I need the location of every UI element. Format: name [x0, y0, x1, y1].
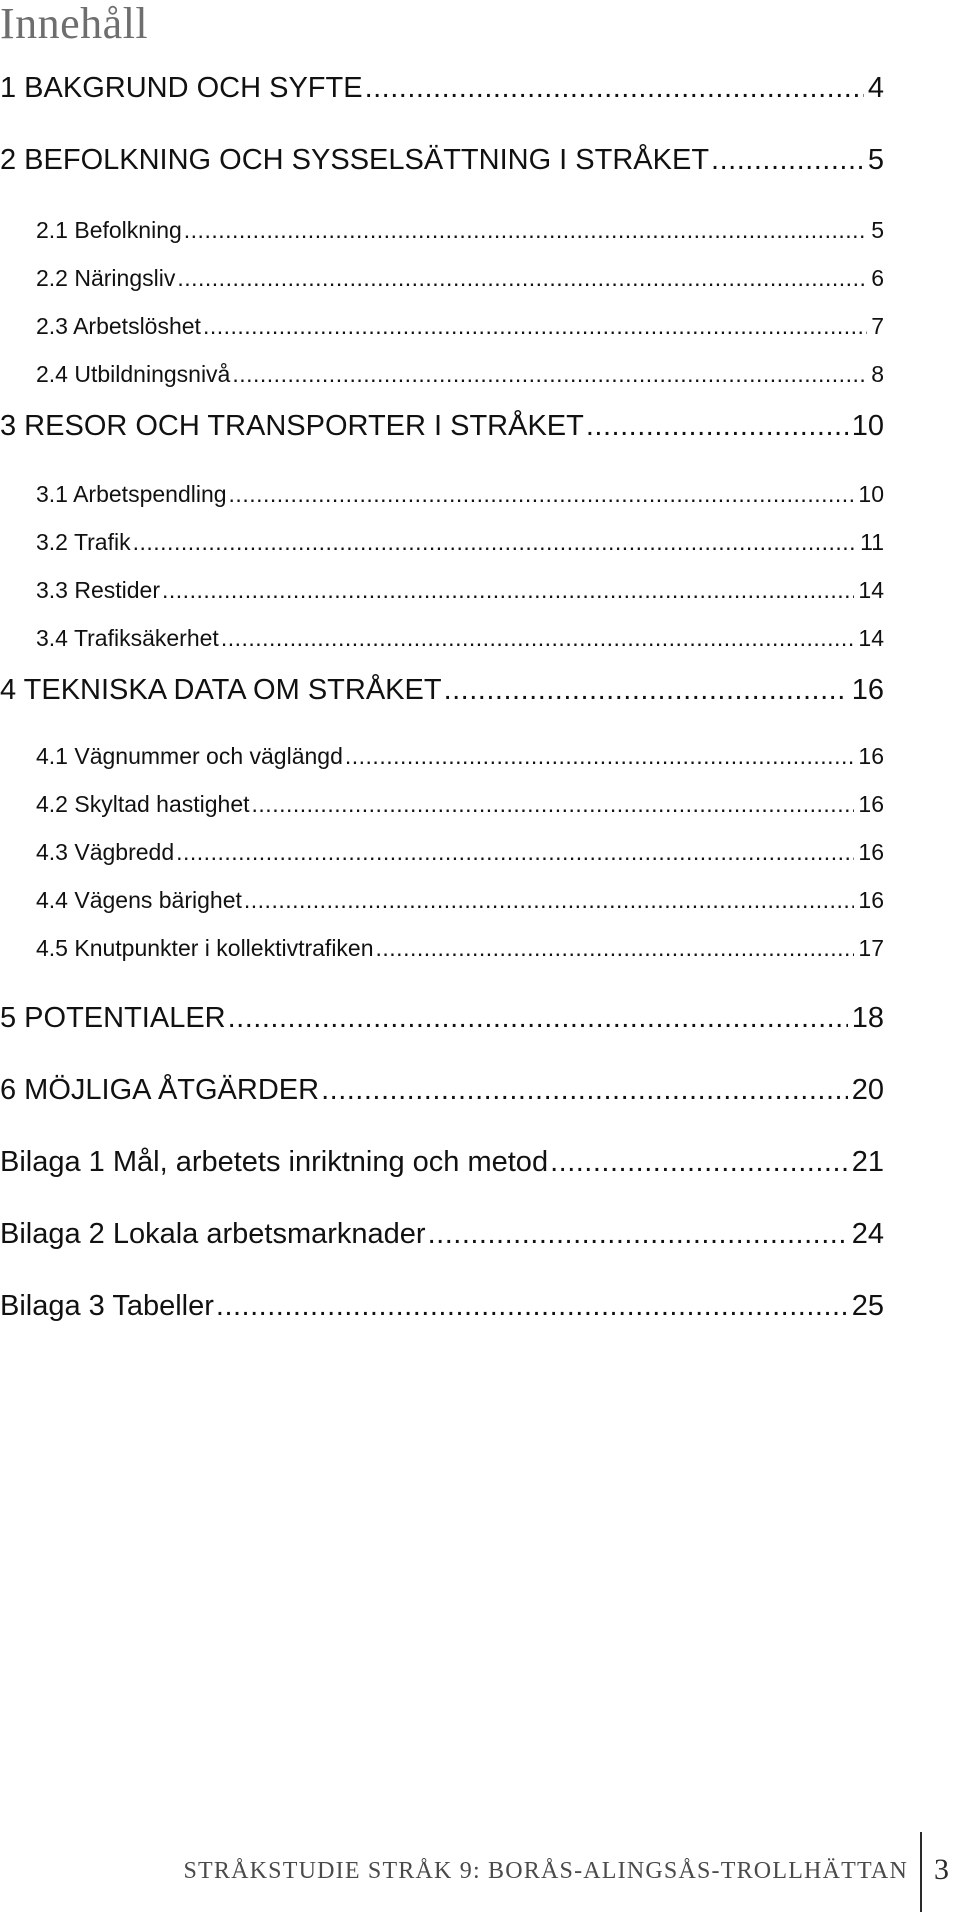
toc-entry-page: 25 — [851, 1290, 884, 1322]
toc-entry-page: 4 — [867, 72, 884, 104]
footer-document-title: STRÅKSTUDIE STRÅK 9: BORÅS-ALINGSÅS-TROLLHÄTTAN — [183, 1858, 908, 1884]
toc-entry-4-4[interactable] — [0, 884, 884, 916]
toc-entry-4-2[interactable] — [0, 788, 884, 820]
toc-leader-dots — [345, 740, 855, 772]
toc-entry-label: 2.2 Näringsliv — [36, 265, 176, 291]
toc-entry-label: 3.3 Restider — [36, 577, 161, 603]
toc-entry-6[interactable] — [0, 1070, 884, 1110]
toc-leader-dots — [428, 1214, 848, 1254]
toc-entry-page: 16 — [858, 791, 884, 817]
toc-entry-page: 10 — [851, 410, 884, 442]
toc-leader-dots — [376, 932, 855, 964]
toc-entry-label: 4.4 Vägens bärighet — [36, 887, 242, 913]
toc-leader-dots — [177, 262, 867, 294]
toc-entry-label: Bilaga 2 Lokala arbetsmarknader — [0, 1218, 426, 1250]
toc-entry-label: 4.2 Skyltad hastighet — [36, 791, 250, 817]
toc-entry-page: 8 — [871, 361, 884, 387]
toc-leader-dots — [321, 1070, 848, 1110]
toc-entry-2[interactable] — [0, 140, 884, 180]
toc-entry-1[interactable] — [0, 68, 884, 108]
toc-entry-label: Bilaga 1 Mål, arbetets inriktning och metod — [0, 1146, 549, 1178]
toc-entry-page: 5 — [867, 144, 884, 176]
toc-entry-label: 6 MÖJLIGA ÅTGÄRDER — [0, 1074, 320, 1106]
toc-entry-bilaga-2[interactable] — [0, 1214, 884, 1254]
toc-leader-dots — [162, 574, 854, 606]
toc-leader-dots — [184, 214, 867, 246]
toc-leader-dots — [550, 1142, 848, 1182]
page-title: Innehåll — [0, 0, 149, 48]
toc-leader-dots — [444, 670, 848, 710]
toc-entry-label: 4.5 Knutpunkter i kollektivtrafiken — [36, 935, 374, 961]
toc-entry-3-4[interactable] — [0, 622, 884, 654]
toc-entry-label: 5 POTENTIALER — [0, 1002, 226, 1034]
toc-entry-4-3[interactable] — [0, 836, 884, 868]
toc-entry-3-2[interactable] — [0, 526, 884, 558]
toc-leader-dots — [176, 836, 854, 868]
toc-leader-dots — [244, 884, 855, 916]
toc-entry-page: 17 — [858, 935, 884, 961]
toc-leader-dots — [228, 998, 848, 1038]
toc-entry-label: 3.1 Arbetspendling — [36, 481, 227, 507]
toc-entry-2-1[interactable] — [0, 214, 884, 246]
toc-entry-page: 18 — [851, 1002, 884, 1034]
toc-entry-page: 5 — [871, 217, 884, 243]
toc-entry-bilaga-1[interactable] — [0, 1142, 884, 1182]
toc-entry-label: 4.3 Vägbredd — [36, 839, 175, 865]
footer-divider — [920, 1832, 922, 1912]
toc-entry-page: 11 — [860, 529, 884, 555]
toc-entry-page: 7 — [871, 313, 884, 339]
toc-entry-label: Bilaga 3 Tabeller — [0, 1290, 214, 1322]
toc-leader-dots — [221, 622, 855, 654]
toc-entry-label: 2.1 Befolkning — [36, 217, 182, 243]
toc-entry-5[interactable] — [0, 998, 884, 1038]
toc-entry-label: 3 RESOR OCH TRANSPORTER I STRÅKET — [0, 410, 584, 442]
toc-entry-page: 14 — [858, 577, 884, 603]
toc-entry-label: 4.1 Vägnummer och väglängd — [36, 743, 343, 769]
toc-entry-page: 21 — [851, 1146, 884, 1178]
toc-entry-label: 3.4 Trafiksäkerhet — [36, 625, 219, 651]
toc-leader-dots — [252, 788, 855, 820]
toc-entry-2-3[interactable] — [0, 310, 884, 342]
toc-leader-dots — [365, 68, 864, 108]
toc-leader-dots — [586, 406, 848, 446]
toc-entry-label: 2 BEFOLKNING OCH SYSSELSÄTTNING I STRÅKET — [0, 144, 710, 176]
toc-entry-page: 16 — [858, 743, 884, 769]
toc-entry-page: 16 — [858, 839, 884, 865]
toc-entry-page: 14 — [858, 625, 884, 651]
toc-entry-label: 2.4 Utbildningsnivå — [36, 361, 231, 387]
toc-leader-dots — [232, 358, 867, 390]
toc-entry-page: 24 — [851, 1218, 884, 1250]
toc-leader-dots — [216, 1286, 848, 1326]
toc-entry-page: 6 — [871, 265, 884, 291]
toc-entry-label: 4 TEKNISKA DATA OM STRÅKET — [0, 674, 442, 706]
toc-leader-dots — [711, 140, 864, 180]
toc-entry-bilaga-3[interactable] — [0, 1286, 884, 1326]
toc-entry-4-1[interactable] — [0, 740, 884, 772]
toc-entry-2-2[interactable] — [0, 262, 884, 294]
toc-entry-label: 2.3 Arbetslöshet — [36, 313, 201, 339]
toc-entry-4-5[interactable] — [0, 932, 884, 964]
toc-leader-dots — [203, 310, 867, 342]
toc-entry-page: 16 — [851, 674, 884, 706]
toc-leader-dots — [133, 526, 857, 558]
toc-entry-page: 20 — [851, 1074, 884, 1106]
toc-entry-page: 16 — [858, 887, 884, 913]
footer-page-number: 3 — [934, 1853, 949, 1886]
toc-entry-label: 3.2 Trafik — [36, 529, 131, 555]
toc-leader-dots — [229, 478, 855, 510]
toc-entry-3-1[interactable] — [0, 478, 884, 510]
toc-entry-page: 10 — [858, 481, 884, 507]
toc-entry-label: 1 BAKGRUND OCH SYFTE — [0, 72, 363, 104]
toc-entry-3[interactable] — [0, 406, 884, 446]
toc-entry-2-4[interactable] — [0, 358, 884, 390]
toc-entry-4[interactable] — [0, 670, 884, 710]
toc-entry-3-3[interactable] — [0, 574, 884, 606]
